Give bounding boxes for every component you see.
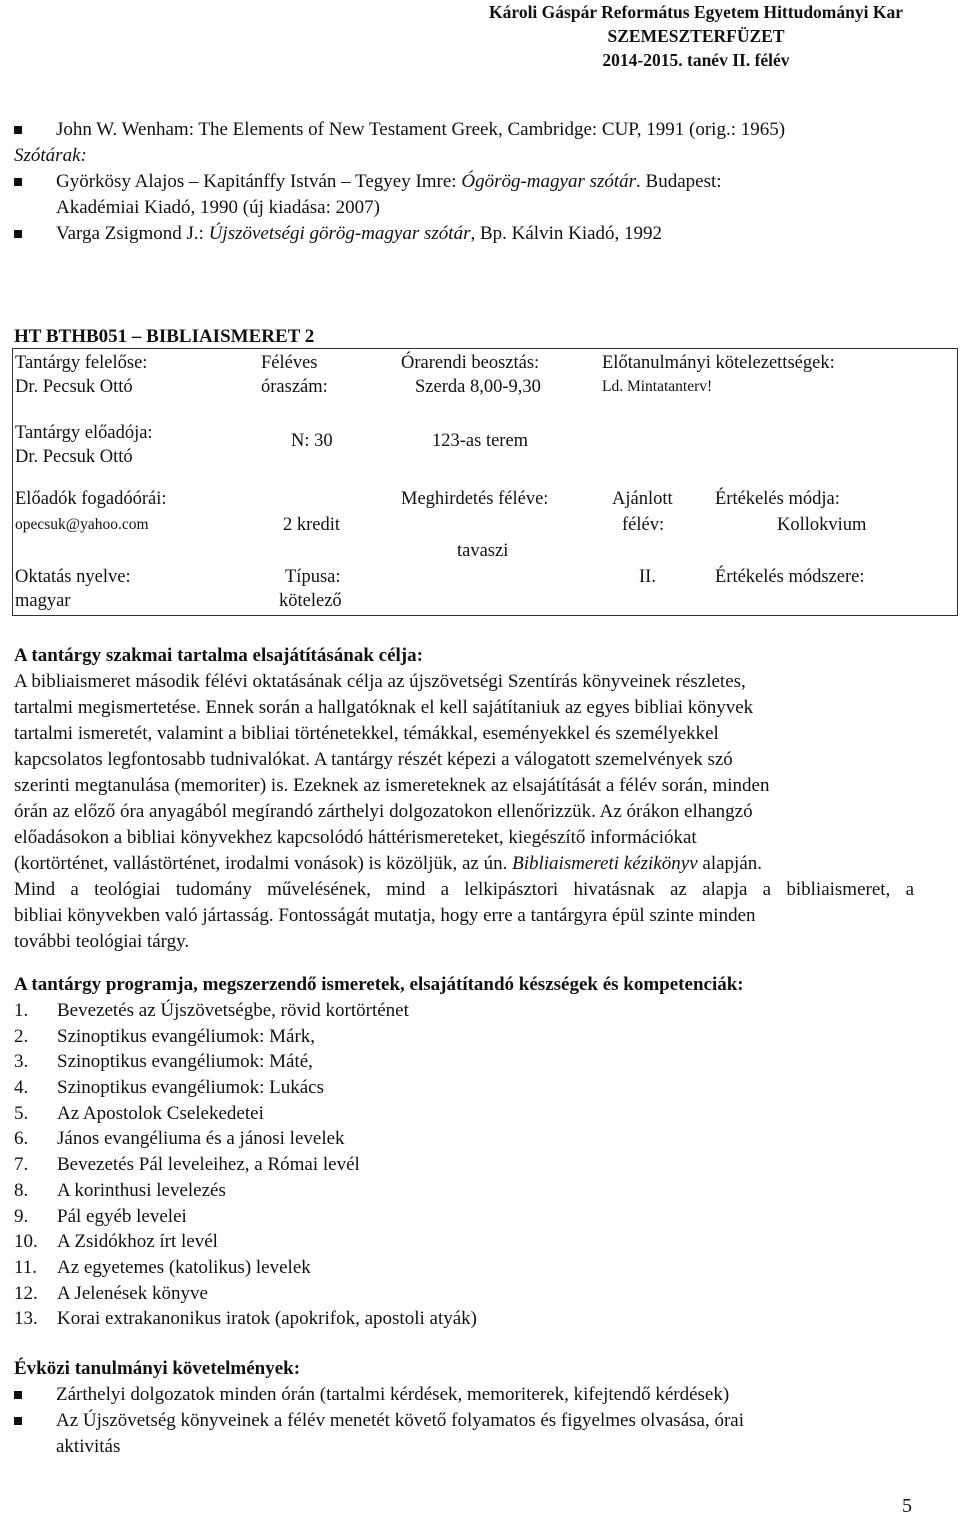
- bibliography-item: [14, 169, 914, 221]
- requirement-text: Zárthelyi dolgozatok minden órán (tartalmi kérdések, memoriterek, kifejtendő kérdések): [56, 1384, 730, 1405]
- item-text: A Zsidókhoz írt levél: [57, 1231, 218, 1253]
- evaluation-method-label: Értékelés módszere:: [715, 567, 865, 587]
- hours-label: Féléves: [261, 353, 318, 373]
- bibliography-text: Varga Zsigmond J.: Újszövetségi görög-magyar szótár, Bp. Kálvin Kiadó, 1992: [56, 223, 663, 244]
- section-title: A tantárgy szakmai tartalma elsajátításának célja:: [14, 645, 423, 666]
- item-text: Szinoptikus evangéliumok: Máté,: [57, 1051, 313, 1073]
- program-item: [14, 1075, 914, 1101]
- bullet-square-icon: [14, 1391, 22, 1399]
- item-number: 10.: [14, 1231, 38, 1253]
- course-type-value: kötelező: [279, 591, 342, 611]
- language-label: Oktatás nyelve:: [15, 567, 131, 587]
- item-number: 5.: [14, 1102, 29, 1124]
- hours-label-2: óraszám:: [261, 377, 328, 397]
- section-title: A tantárgy programja, megszerzendő ismeretek, elsajátítandó készségek és kompetenciák:: [14, 974, 744, 995]
- item-text: A Jelenések könyve: [57, 1282, 208, 1304]
- program-item: [14, 1152, 914, 1178]
- announced-semester-label: Meghirdetés féléve:: [401, 489, 549, 509]
- book-title: Ógörög-magyar szótár: [461, 171, 637, 192]
- dictionaries-heading: Szótárak:: [14, 145, 87, 166]
- requirement-line: aktivitás: [56, 1436, 121, 1457]
- paragraph-line: kapcsolatos legfontosabb tudnivalókat. A tantárgy részét képezi a válogatott szemelvények szó: [14, 749, 733, 770]
- responsible-name: Dr. Pecsuk Ottó: [15, 377, 133, 397]
- bibliography-text: John W. Wenham: The Elements of New Testament Greek, Cambridge: CUP, 1991 (orig.: 1965): [56, 119, 786, 140]
- bullet-square-icon: [14, 178, 22, 186]
- program-item: [14, 1178, 914, 1204]
- item-number: 6.: [14, 1128, 29, 1150]
- prerequisites-value: Ld. Mintatanterv!: [602, 378, 713, 395]
- bibliography-item: [14, 221, 914, 247]
- bullet-square-icon: [14, 230, 22, 238]
- dictionary-list: [14, 169, 914, 247]
- item-number: 11.: [14, 1256, 38, 1278]
- program-item: [14, 1126, 914, 1152]
- course-type-label: Típusa:: [285, 567, 341, 587]
- bibliography-list: [14, 117, 914, 143]
- requirement-item: [14, 1408, 914, 1460]
- program-item: [14, 1024, 914, 1050]
- program-item: [14, 1049, 914, 1075]
- requirement-line: Az Újszövetség könyveinek a félév menetét követő folyamatos és figyelmes olvasása, órai: [56, 1410, 744, 1431]
- announced-semester-value: tavaszi: [457, 541, 509, 561]
- item-number: 7.: [14, 1154, 29, 1176]
- paragraph-line: tartalmi megismertetése. Ennek során a hallgatóknak el kell sajátítaniuk az egyes bibliai könyvek: [14, 697, 754, 718]
- item-text: Az egyetemes (katolikus) levelek: [57, 1256, 311, 1278]
- paragraph-line: Mind a teológiai tudomány művelésének, mind a lelkipásztori hivatásnak az alapja a bibliaismeret, a: [14, 879, 914, 900]
- item-number: 3.: [14, 1051, 29, 1073]
- course-info-table: [12, 348, 958, 616]
- requirement-item: [14, 1382, 914, 1408]
- document-header: [446, 0, 946, 72]
- item-text: János evangéliuma és a jánosi levelek: [57, 1128, 345, 1150]
- paragraph-line: szerinti megtanulása (memoriter) is. Ezeknek az ismereteknek az elsajátítását a félév során, minden: [14, 775, 770, 796]
- item-number: 4.: [14, 1077, 29, 1099]
- course-code-title: HT BTHB051 – BIBLIAISMERET 2: [14, 326, 315, 347]
- section-title: Évközi tanulmányi követelmények:: [14, 1358, 301, 1379]
- item-number: 13.: [14, 1308, 38, 1330]
- paragraph-line: további teológiai tárgy.: [14, 931, 190, 952]
- evaluation-type-label: Értékelés módja:: [715, 489, 840, 509]
- schedule-label: Órarendi beosztás:: [401, 353, 540, 373]
- item-text: Bevezetés az Újszövetségbe, rövid kortörténet: [57, 1000, 409, 1021]
- item-text: Szinoptikus evangéliumok: Lukács: [57, 1077, 325, 1099]
- item-text: Az Apostolok Cselekedetei: [57, 1102, 264, 1124]
- academic-term: 2014-2015. tanév II. félév: [602, 50, 790, 70]
- paragraph-line: bibliai könyvekben való jártasság. Fontosságát mutatja, hogy erre a tantárgyra épül szinte minden: [14, 905, 756, 926]
- responsible-label: Tantárgy felelőse:: [15, 353, 148, 373]
- paragraph-line: órán az előző óra anyagából megírandó zárthelyi dolgozatokon ellenőrizzük. Az órákon elhangzó: [14, 801, 753, 822]
- room-value: 123-as terem: [432, 431, 529, 451]
- program-item: [14, 998, 914, 1024]
- evaluation-type-value: Kollokvium: [777, 515, 867, 535]
- bullet-square-icon: [14, 126, 22, 134]
- reference-title: Bibliaismereti kézikönyv: [512, 853, 698, 874]
- item-number: 1.: [14, 1000, 29, 1021]
- item-number: 12.: [14, 1282, 38, 1304]
- document-type: SZEMESZTERFÜZET: [607, 26, 785, 46]
- lecturer-name: Dr. Pecsuk Ottó: [15, 447, 133, 467]
- course-aim-section: [14, 643, 914, 955]
- item-text: Korai extrakanonikus iratok (apokrifok, apostoli atyák): [57, 1308, 477, 1330]
- bibliography-text: Györkösy Alajos – Kapitánffy István – Tegyey Imre: Ógörög-magyar szótár. Budapest:: [56, 171, 722, 192]
- book-title: Újszövetségi görög-magyar szótár: [208, 223, 471, 244]
- paragraph-line: (kortörténet, vallástörténet, irodalmi vonások) is közöljük, az ún. Bibliaismereti kézikönyv alapján.: [14, 853, 762, 874]
- item-number: 8.: [14, 1179, 29, 1201]
- program-item: [14, 1229, 914, 1255]
- office-hours-label: Előadók fogadóórái:: [15, 489, 167, 509]
- recommended-semester-label-2: félév:: [622, 515, 665, 535]
- program-item: [14, 1306, 914, 1332]
- prerequisites-label: Előtanulmányi kötelezettségek:: [602, 353, 835, 373]
- program-section: [14, 972, 914, 1332]
- item-text: Szinoptikus evangéliumok: Márk,: [57, 1025, 316, 1047]
- item-text: Pál egyéb levelei: [57, 1205, 187, 1227]
- paragraph-line: A bibliaismeret második félévi oktatásának célja az újszövetségi Szentírás könyveinek részletes,: [14, 671, 746, 692]
- program-item: [14, 1101, 914, 1127]
- item-text: Bevezetés Pál leveleihez, a Római levél: [57, 1154, 360, 1176]
- bibliography-line: [56, 169, 914, 195]
- institution-name: Károli Gáspár Református Egyetem Hittudományi Kar: [489, 2, 903, 22]
- schedule-value: Szerda 8,00-9,30: [415, 377, 541, 397]
- lecturer-label: Tantárgy előadója:: [15, 423, 153, 443]
- paragraph-line: előadásokon a bibliai könyvekhez kapcsolódó háttérismereteket, kiegészítő információkat: [14, 827, 697, 848]
- program-item: [14, 1204, 914, 1230]
- item-number: 9.: [14, 1205, 29, 1227]
- bibliography-item: [14, 117, 914, 143]
- program-list: [14, 998, 914, 1332]
- language-value: magyar: [15, 591, 71, 611]
- bibliography-line: Akadémiai Kiadó, 1990 (új kiadása: 2007): [56, 197, 380, 218]
- program-item: [14, 1255, 914, 1281]
- requirements-section: [14, 1356, 914, 1460]
- hours-value: N: 30: [291, 431, 333, 451]
- paragraph-line: tartalmi ismeretét, valamint a bibliai történetekkel, témákkal, eseményekkel és személyekkel: [14, 723, 719, 744]
- program-item: [14, 1281, 914, 1307]
- recommended-semester-label: Ajánlott: [612, 489, 673, 509]
- recommended-semester-value: II.: [639, 567, 656, 587]
- page-number: 5: [902, 1495, 912, 1517]
- aim-paragraph: [14, 669, 914, 955]
- credits-value: 2 kredit: [283, 515, 341, 535]
- item-text: A korinthusi levelezés: [57, 1179, 226, 1201]
- lecturer-email: opecsuk@yahoo.com: [15, 516, 149, 533]
- bullet-square-icon: [14, 1417, 22, 1425]
- item-number: 2.: [14, 1025, 29, 1047]
